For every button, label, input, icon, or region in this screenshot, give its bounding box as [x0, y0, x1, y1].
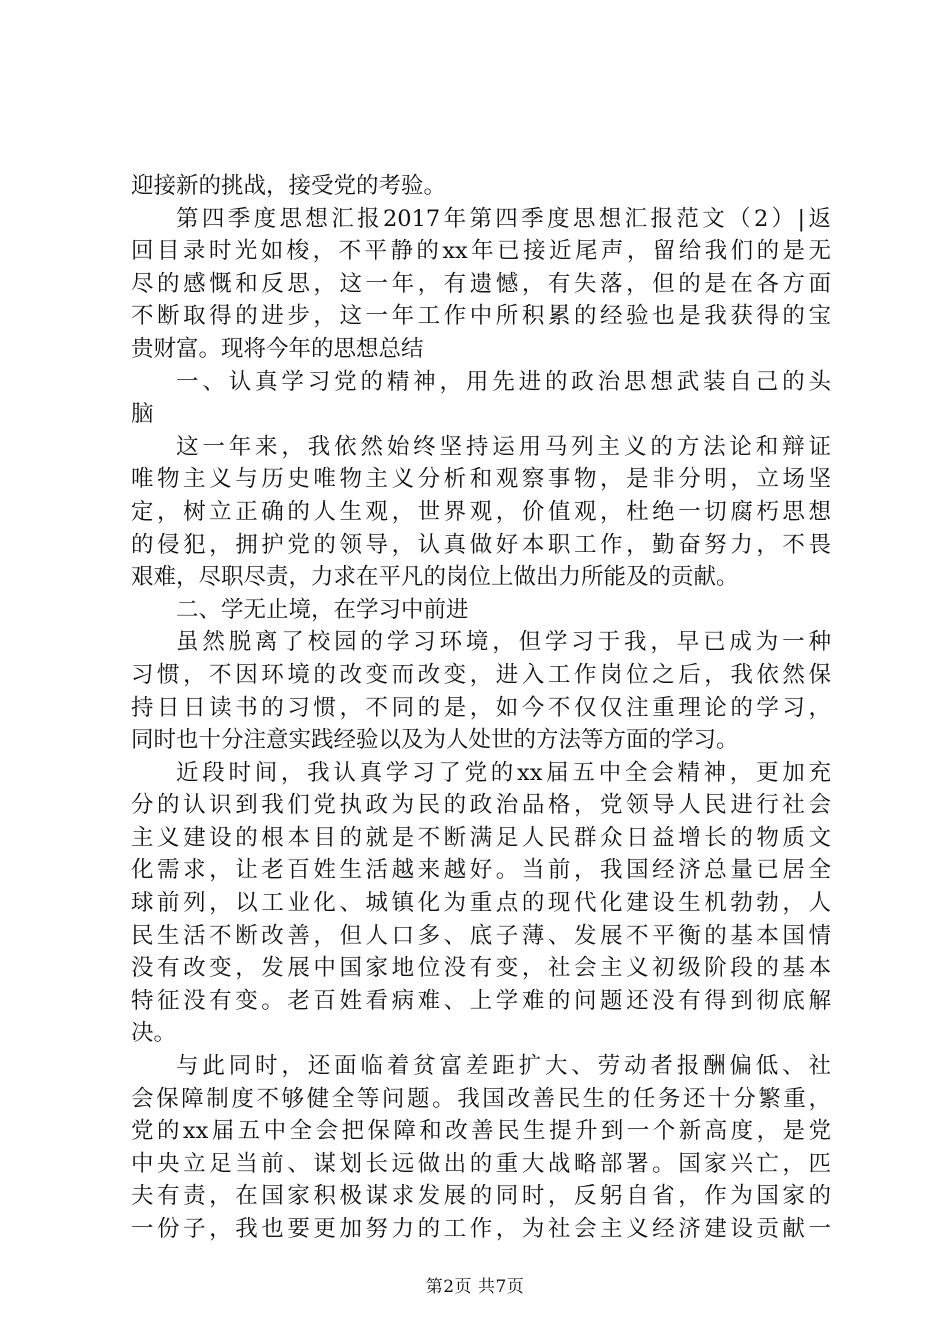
text-line: 同时也十分注意实践经验以及为人处世的方法等方面的学习。 [131, 727, 739, 754]
text-line: 的侵犯，拥护党的领导，认真做好本职工作，勤奋努力，不畏 [131, 531, 831, 558]
text-line: 分的认识到我们党执政为民的政治品格，党领导人民进行社会 [131, 792, 831, 819]
text-line: 习惯，不因环境的改变而改变，进入工作岗位之后，我依然保 [131, 661, 831, 688]
text-line: 持日日读书的习惯，不同的是，如今不仅仅注重理论的学习， [131, 694, 831, 721]
text-line: 主义建设的根本目的就是不断满足人民群众日益增长的物质文 [131, 824, 831, 851]
text-line: 艰难，尽职尽责，力求在平凡的岗位上做出力所能及的贡献。 [131, 564, 739, 591]
text-line: 决。 [131, 1020, 177, 1047]
text-line: 唯物主义与历史唯物主义分析和观察事物，是非分明，立场坚 [131, 466, 831, 493]
text-line: 球前列，以工业化、城镇化为重点的现代化建设生机勃勃，人 [131, 890, 831, 917]
text-line: 这一年来，我依然始终坚持运用马列主义的方法论和辩证 [176, 433, 831, 460]
text-line: 中央立足当前、谋划长远做出的重大战略部署。国家兴亡，匹 [131, 1150, 831, 1177]
text-line: 二、学无止境，在学习中前进 [176, 596, 469, 623]
text-line: 化需求，让老百姓生活越来越好。当前，我国经济总量已居全 [131, 857, 831, 884]
text-line: 夫有责，在国家积极谋求发展的同时，反躬自省，作为国家的 [131, 1183, 831, 1210]
text-line: 贵财富。现将今年的思想总结 [131, 335, 424, 362]
text-line: 近段时间，我认真学习了党的xx届五中全会精神，更加充 [176, 759, 831, 786]
text-line: 民生活不断改善，但人口多、底子薄、发展不平衡的基本国情 [131, 922, 831, 949]
text-line: 一份子，我也要更加努力的工作，为社会主义经济建设贡献一 [131, 1216, 831, 1242]
text-line: 脑 [131, 401, 154, 428]
text-line: 虽然脱离了校园的学习环境，但学习于我，早已成为一种 [176, 629, 831, 656]
text-line: 不断取得的进步，这一年工作中所积累的经验也是我获得的宝 [131, 303, 831, 330]
page-footer: 第2页 共7页 [425, 1277, 525, 1297]
text-line: 回目录时光如梭，不平静的xx年已接近尾声，留给我们的是无 [131, 238, 831, 265]
text-line: 与此同时，还面临着贫富差距扩大、劳动者报酬偏低、社 [176, 1053, 831, 1080]
text-line: 一、认真学习党的精神，用先进的政治思想武装自己的头 [176, 368, 831, 395]
text-line: 党的xx届五中全会把保障和改善民生提升到一个新高度，是党 [131, 1118, 831, 1145]
body-text [131, 170, 831, 1246]
text-line: 尽的感慨和反思，这一年，有遗憾，有失落，但的是在各方面 [131, 270, 831, 297]
text-line: 没有改变，发展中国家地位没有变，社会主义初级阶段的基本 [131, 955, 831, 982]
text-line: 会保障制度不够健全等问题。我国改善民生的任务还十分繁重， [131, 1085, 831, 1112]
text-line: 迎接新的挑战，接受党的考验。 [131, 173, 447, 199]
text-line: 第四季度思想汇报2017年第四季度思想汇报范文（2）|返 [176, 205, 831, 232]
text-line: 定，树立正确的人生观，世界观，价值观，杜绝一切腐朽思想 [131, 498, 831, 525]
text-line: 特征没有变。老百姓看病难、上学难的问题还没有得到彻底解 [131, 987, 831, 1014]
